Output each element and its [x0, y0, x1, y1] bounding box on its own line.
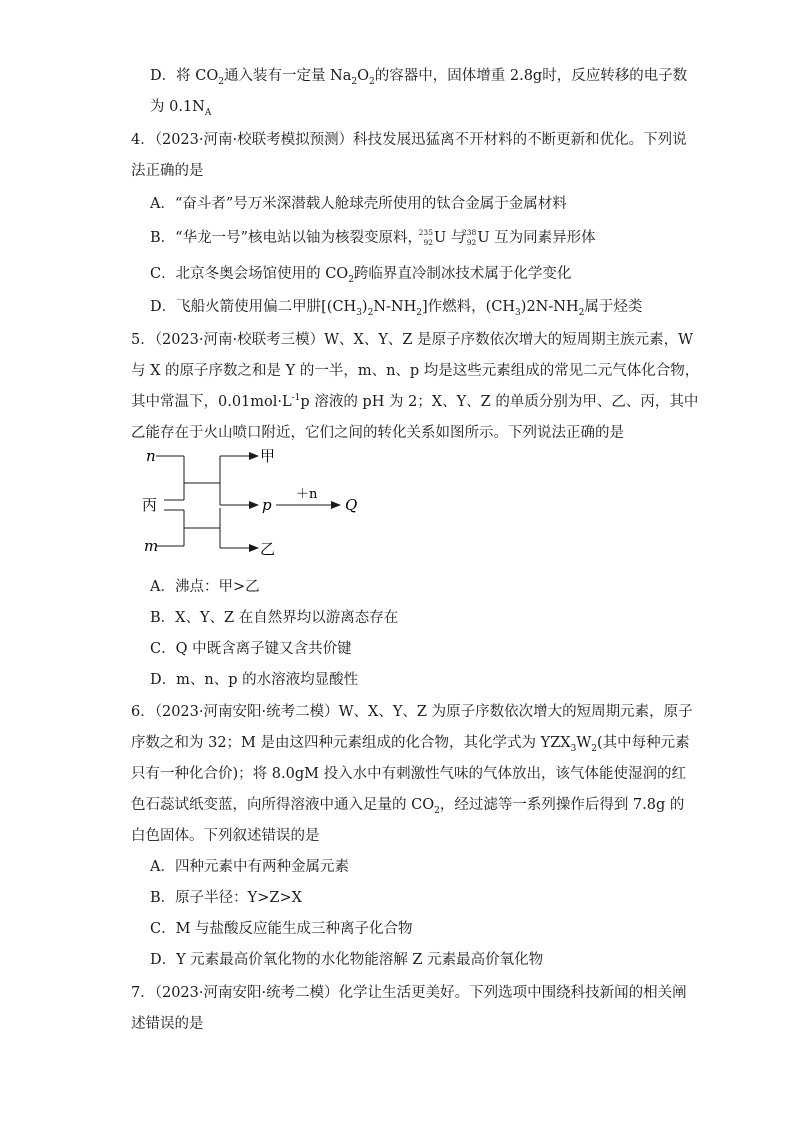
- isotope-u235: 235 92: [418, 228, 433, 247]
- q6-stem: 6．（2023·河南安阳·统考二模）W、X、Y、Z 为原子序数依次增大的短周期元素，原子: [131, 704, 693, 720]
- q4-option-c: C．北京冬奥会场馆使用的 $CO_2$跨临界直冷制冰技术属于化学变化: [150, 266, 572, 285]
- q4-stem-line2: 法正确的是: [131, 163, 204, 179]
- q5-stem: 5．（2023·河南·校联考三模）W、X、Y、Z 是原子序数依次增大的短周期主族元素，W: [131, 332, 693, 348]
- q6-stem-line4: 色石蕊试纸变蓝，向所得溶液中通入足量的 $CO_2$，经过滤等一系列操作后得到 7.8g 的: [131, 797, 685, 816]
- q5-option-c: C．Q 中既含离子键又含共价键: [150, 641, 352, 657]
- diagram-plus-n: ＋n: [296, 487, 318, 502]
- q6-stem-line3: 只有一种化合价)；将 8.0gM 投入水中有刺激性气味的气体放出，该气体能使湿润的红: [131, 766, 687, 782]
- q5-stem-line4: 乙能存在于火山喷口附近，它们之间的转化关系如图所示。下列说法正确的是: [131, 425, 624, 441]
- q5-option-b: B．X、Y、Z 在自然界均以游离态存在: [150, 610, 399, 626]
- q5-conversion-diagram: [140, 448, 380, 568]
- diagram-m: m: [144, 537, 159, 555]
- q3-option-d: D．将 $CO_2$通入装有一定量 $Na_2O_2$的容器中，固体增重 2.8g时，反应转移的电子数: [150, 68, 688, 87]
- diagram-n: n: [146, 448, 156, 465]
- q5-option-a: A．沸点：甲>乙: [150, 579, 260, 595]
- q7-stem: 7．（2023·河南安阳·统考二模）化学让生活更美好。下列选项中围绕科技新闻的相关阐: [131, 985, 687, 1001]
- q7-stem-line2: 述错误的是: [131, 1016, 204, 1032]
- q4-option-a: A．“奋斗者”号万米深潜载人舱球壳所使用的钛合金属于金属材料: [150, 196, 567, 212]
- q5-stem-line2: 与 X 的原子序数之和是 Y 的一半，m、n、p 均是这些元素组成的常见二元气体化合物，: [131, 363, 700, 379]
- q4-option-b: B．“华龙一号”核电站以铀为核裂变原料， 235 92 U 与 238 92 U 互为同素异形体: [150, 228, 596, 247]
- q4-option-d: D．飞船火箭使用偏二甲肼$[(CH_3)_2N-NH_2]$作燃料，$(CH_3)2N-NH_2$属于烃类: [150, 299, 643, 318]
- q6-stem-line2: 序数之和为 32；M 是由这四种元素组成的化合物，其化学式为 $YZX_3W_2$(其中每种元素: [131, 735, 690, 754]
- q6-stem-line5: 白色固体。下列叙述错误的是: [131, 828, 320, 844]
- diagram-yi: 乙: [260, 540, 276, 558]
- q6-option-a: A．四种元素中有两种金属元素: [150, 859, 349, 875]
- diagram-q: Q: [345, 496, 358, 514]
- q6-option-d: D．Y 元素最高价氧化物的水化物能溶解 Z 元素最高价氧化物: [150, 952, 544, 968]
- q5-option-d: D．m、n、p 的水溶液均显酸性: [150, 672, 359, 688]
- q5-stem-line3: 其中常温下，$0.01mol\cdot L^{-1}p$ 溶液的 pH 为 2；X、Y、Z 的单质分别为甲、乙、丙，其中: [131, 393, 699, 410]
- isotope-u238: 238 92: [462, 228, 477, 247]
- diagram-p: p: [262, 496, 272, 514]
- diagram-bing: 丙: [142, 496, 158, 514]
- diagram-jia: 甲: [260, 448, 276, 465]
- q6-option-c: C．M 与盐酸反应能生成三种离子化合物: [150, 921, 413, 937]
- q4-stem: 4．（2023·河南·校联考模拟预测）科技发展迅猛离不开材料的不断更新和优化。下列说: [131, 132, 687, 148]
- q6-option-b: B．原子半径：Y>Z>X: [150, 890, 302, 906]
- q3-option-d-line2: 为 $0.1N_A$: [150, 99, 212, 118]
